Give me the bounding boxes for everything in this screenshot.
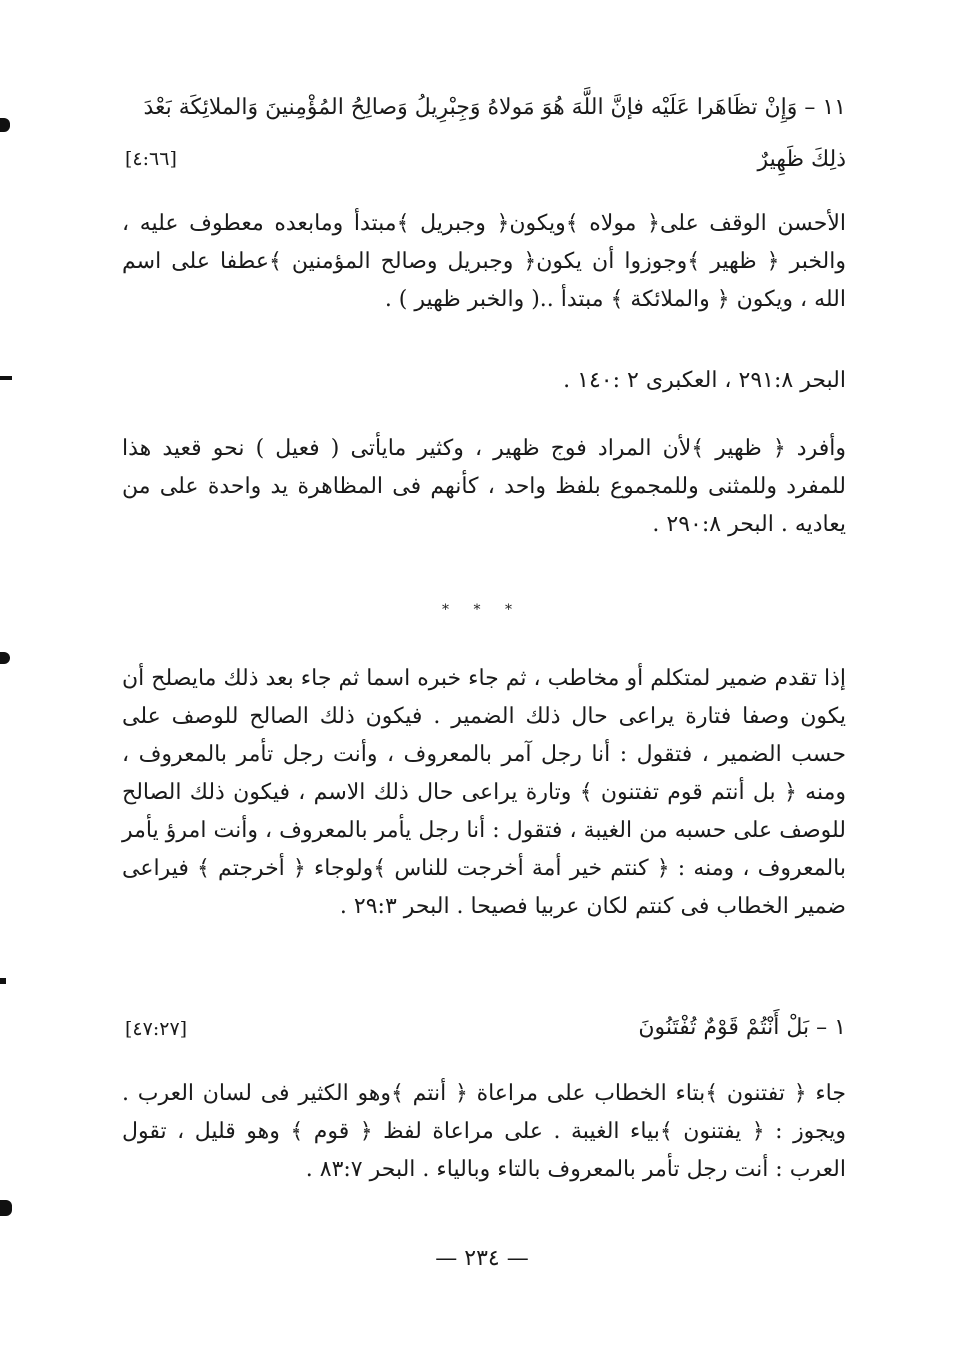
paragraph-tuftanun [122, 1075, 846, 1189]
scan-edge-mark [0, 652, 10, 664]
section-separator: * * * [442, 602, 522, 618]
paragraph-waqf [122, 205, 846, 319]
paragraph-text: الأحسن الوقف على﴿ مولاه ﴾ويكون﴿ وجبريل ﴾مبتدأ ومابعده معطوف عليه ، والخبر ﴿ ظهير ﴾وجوزوا أن يكون﴿ وجبريل وصالح المؤمنين ﴾عطفا على اسم الله ، ويكون ﴿ والملائكة ﴾ مبتدأ ..( والخبر ظهير ) . [122, 211, 846, 312]
scan-edge-mark [0, 376, 12, 380]
verse-11-line-1: ١١ – وَإِنْ تظَاهَرا عَلَيْه فإنَّ اللَّهَ هُوَ مَولاهُ وَجِبْرِيلُ وَصالِحُ المُؤْمِنينَ وَالملائِكَة بَعْدَ [143, 95, 846, 120]
scan-edge-mark [0, 978, 6, 984]
page-number: — ٢٣٤ — [435, 1246, 529, 1271]
paragraph-zahir [122, 430, 846, 544]
verse-1-line: ١ – بَلْ أَنْتُمْ قَوْمٌ تُفْتَنُونَ [638, 1015, 846, 1040]
scan-edge-mark [0, 118, 10, 132]
verse-1-reference: [٤٧:٢٧] [125, 1018, 188, 1040]
verse-11-reference: [٤:٦٦] [125, 148, 177, 170]
verse-11-line-2: ذلِكَ ظَهِيرٌ [757, 147, 846, 172]
paragraph-sources [122, 362, 846, 400]
paragraph-text: إذا تقدم ضمير لمتكلم أو مخاطب ، ثم جاء خبره اسما ثم جاء بعد ذلك مايصلح أن يكون وصفا فتارة يراعى حال ذلك الضمير . فيكون ذلك الصالح للوصف على حسب الضمير ، فتقول : أنا رجل آمر بالمعروف ، وأنت رجل تأمر بالمعروف ، ومنه ﴿ بل أنتم قوم تفتنون ﴾ وتارة يراعى حال ذلك الاسم ، فيكون ذلك الصالح للوصف على حسبه من الغيبة ، فتقول : أنا رجل يأمر بالمعروف ، وأنت امرؤ يأمر بالمعروف ، ومنه : ﴿ كنتم خير أمة أخرجت للناس ﴾ولوجاء ﴿ أخرجتم ﴾ فيراعى ضمير الخطاب فى كنتم لكان عربيا فصيحا . البحر ٢٩:٣ . [122, 666, 847, 919]
paragraph-text: البحر ٢٩١:٨ ، العكبرى ٢ :١٤٠ . [563, 368, 846, 393]
paragraph-rule [122, 660, 846, 926]
paragraph-text: جاء ﴿ تفتنون ﴾بتاء الخطاب على مراعاة ﴿ أنتم ﴾وهو الكثير فى لسان العرب . ويجوز : ﴿ يفتنون ﴾بياء الغيبة . على مراعاة لفظ ﴿ قوم ﴾ وهو قليل ، تقول العرب : أنت رجل تأمر بالمعروف بالتاء وبالياء . البحر ٨٣:٧ . [122, 1081, 846, 1182]
paragraph-text: وأفرد ﴿ ظهير ﴾لأن المراد فوج ظهير ، وكثير مايأتى ( فعيل ) نحو قعيد هذا للمفرد وللمثنى وللمجموع بلفظ واحد ، كأنهم فى المظاهرة يد واحدة على من يعاديه . البحر ٢٩٠:٨ . [122, 436, 846, 537]
scan-edge-mark [0, 1200, 12, 1216]
